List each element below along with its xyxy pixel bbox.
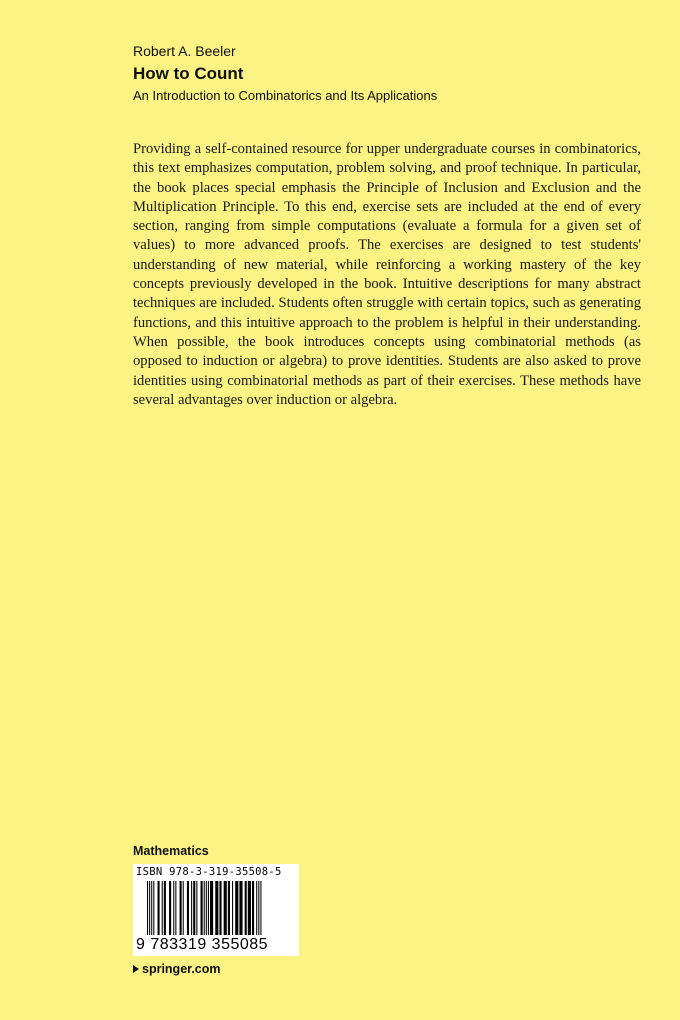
barcode-bar [164, 881, 166, 935]
barcode-bar [224, 881, 227, 935]
barcode-bar [153, 881, 154, 935]
barcode-bar [208, 881, 209, 935]
barcode-bar [180, 881, 182, 935]
barcode-bar [173, 881, 174, 935]
isbn-barcode [133, 864, 299, 956]
barcode-bar [151, 881, 152, 935]
barcode-bar [162, 881, 163, 935]
barcode-bar [175, 881, 176, 935]
barcode-bars [133, 881, 299, 937]
barcode-bar [235, 881, 238, 935]
barcode-bar [206, 881, 207, 935]
barcode-bar [196, 881, 197, 935]
barcode-bar [215, 881, 218, 935]
barcode-bar [260, 881, 261, 935]
barcode-bar [248, 881, 251, 935]
barcode-bar [245, 881, 247, 935]
isbn-label: ISBN 978-3-319-35508-5 [136, 866, 282, 878]
barcode-bar [239, 881, 242, 935]
barcode-bar [210, 881, 213, 935]
barcode-bar [183, 881, 184, 935]
author-name: Robert A. Beeler [133, 43, 236, 59]
barcode-bar [187, 881, 189, 935]
barcode-bar [258, 881, 259, 935]
barcode-bar [219, 881, 221, 935]
book-subtitle: An Introduction to Combinatorics and Its Applications [133, 88, 438, 103]
barcode-bar [147, 881, 148, 935]
barcode-bar [228, 881, 230, 935]
cover-header [133, 42, 437, 105]
publisher-link[interactable] [133, 962, 221, 976]
barcode-bar [169, 881, 171, 935]
barcode-bar [252, 881, 254, 935]
barcode-bar [256, 881, 257, 935]
barcode-bar [158, 881, 160, 935]
subject-category: Mathematics [133, 844, 209, 858]
barcode-bar [204, 881, 205, 935]
publisher-link-text: springer.com [142, 962, 221, 976]
barcode-bar [232, 881, 233, 935]
barcode-digits: 9 783319 355085 [136, 936, 269, 953]
barcode-bar [149, 881, 150, 935]
book-description: Providing a self-contained resource for upper undergraduate courses in combinatorics, this text emphasizes computation, problem solving, and proof technique. In particular, the book places special emphasis the Principle of Inclusion and Exclusion and the Multiplication Principle. To this end, exercise sets are included at the end of every section, ranging from simple computations (evaluate a formula for a given set of values) to more advanced proofs. The exercises are designed to test students' understanding of new material, while reinforcing a working mastery of the key concepts previously developed in the book. Intuitive descriptions for many abstract techniques are included. Students often struggle with certain topics, such as generating functions, and this intuitive approach to the problem is helpful in their understanding. When possible, the book introduces concepts using combinatorial methods (as opposed to induction or algebra) to prove identities. Students are also asked to prove identities using combinatorial methods as part of their exercises. These methods have several advantages over induction or algebra. [133, 141, 641, 408]
barcode-bar [191, 881, 192, 935]
barcode-bar [201, 881, 203, 935]
book-title: How to Count [133, 64, 244, 83]
arrow-right-icon [133, 965, 139, 973]
barcode-bar [193, 881, 195, 935]
